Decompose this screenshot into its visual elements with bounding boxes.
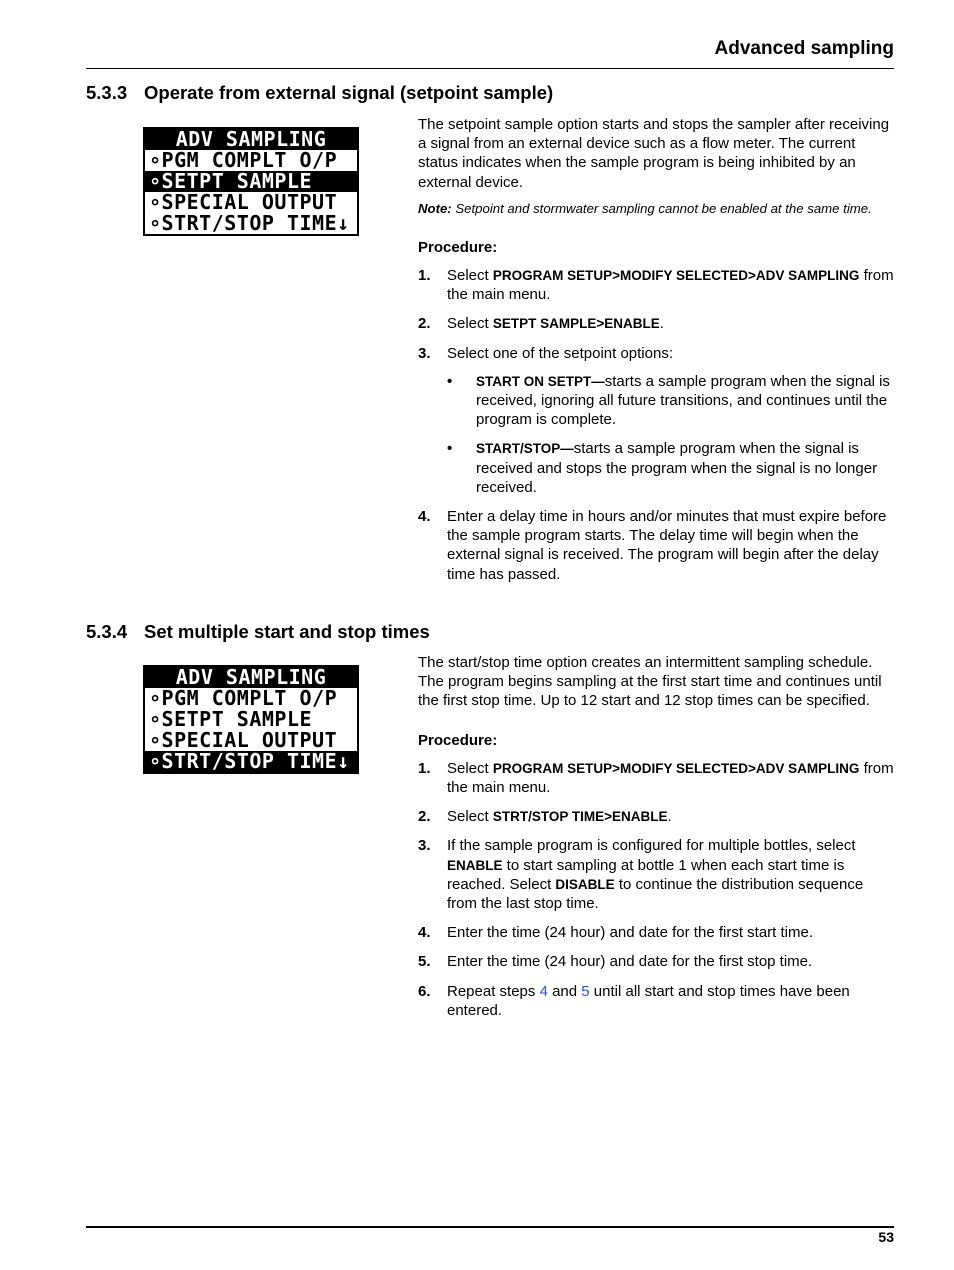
step-text: Enter a delay time in hours and/or minutes that must expire before the sample program starts. The delay time will begin when the external signal is received. The program will begin after the delay time has passed. <box>447 508 887 583</box>
step-number: 2. <box>418 315 431 333</box>
menu-command: PROGRAM SETUP <box>492 760 613 776</box>
step-text: Select <box>447 267 493 285</box>
option-text: starts a sample program when the signal is received and stops the program when the signal is no longer received. <box>476 440 878 496</box>
step-text: Enter the time (24 hour) and date for the first stop time. <box>447 953 813 971</box>
setpoint-body <box>418 115 894 594</box>
step-text: Select <box>447 808 493 826</box>
setpoint-intro: The setpoint sample option starts and stops the sampler after receiving a signal from an external device such as a flow meter. The current status indicates when the sample program is being inhibited by an external device. <box>418 116 890 191</box>
option-term: START/STOP— <box>476 441 574 457</box>
step-text: Select <box>447 315 493 333</box>
procedure-label: Procedure: <box>418 731 498 749</box>
lcd-title: ADV SAMPLING <box>145 129 357 150</box>
section-heading-setpoint <box>86 82 553 104</box>
menu-command: DISABLE <box>555 876 615 892</box>
note-label: Note: <box>418 200 452 216</box>
step-text: If the sample program is configured for multiple bottles, select <box>447 837 856 855</box>
step-number: 3. <box>418 344 431 362</box>
bullet-icon: • <box>447 372 453 390</box>
menu-separator: > <box>748 760 756 776</box>
lcd-item-special-output: ∘SPECIAL OUTPUT <box>145 730 357 751</box>
step-number: 1. <box>418 267 431 285</box>
footer-rule <box>86 1226 894 1228</box>
section-number: 5.3.3 <box>86 82 128 103</box>
step-text: Enter the time (24 hour) and date for the first start time. <box>447 924 813 942</box>
option-term: START ON SETPT— <box>476 373 605 389</box>
step-text: Select one of the setpoint options: <box>447 344 673 362</box>
lcd-item-strt-stop-time: ∘STRT/STOP TIME↓ <box>145 213 357 234</box>
menu-separator: > <box>748 268 756 284</box>
section-number: 5.3.4 <box>86 621 128 642</box>
start-stop-body <box>418 653 894 1030</box>
menu-separator: > <box>612 760 621 776</box>
menu-command: ENABLE <box>604 316 660 332</box>
step-item <box>418 923 894 942</box>
setpoint-options-list <box>447 372 894 497</box>
procedure-label: Procedure: <box>418 238 498 256</box>
menu-command: ADV SAMPLING <box>755 760 860 776</box>
step-5-link[interactable]: 5 <box>581 982 590 1000</box>
section-title: Set multiple start and stop times <box>144 621 430 642</box>
step-number: 4. <box>418 508 431 526</box>
step-item <box>418 507 894 584</box>
step-item <box>418 759 894 797</box>
menu-separator: > <box>612 268 621 284</box>
step-text: from the main menu. <box>447 759 894 797</box>
menu-separator: > <box>604 809 613 825</box>
start-stop-steps <box>418 759 894 1020</box>
menu-command: ADV SAMPLING <box>755 268 860 284</box>
step-item <box>418 807 894 826</box>
setpoint-note <box>418 200 894 218</box>
step-number: 1. <box>418 759 431 777</box>
menu-command: STRT/STOP TIME <box>492 809 605 825</box>
menu-separator: > <box>596 316 605 332</box>
lcd-item-setpt-sample-selected: ∘SETPT SAMPLE <box>145 171 357 192</box>
lcd-item-strt-stop-time-selected: ∘STRT/STOP TIME↓ <box>145 751 357 772</box>
step-item <box>418 266 894 304</box>
lcd-title: ADV SAMPLING <box>145 667 357 688</box>
step-text: to continue the distribution sequence from the last stop time. <box>447 875 864 913</box>
step-item <box>418 982 894 1020</box>
step-text: from the main menu. <box>447 267 894 304</box>
lcd-item-pgm-complt: ∘PGM COMPLT O/P <box>145 688 357 709</box>
lcd-item-setpt-sample: ∘SETPT SAMPLE <box>145 709 357 730</box>
step-text: . <box>667 808 672 826</box>
step-text: Repeat steps <box>447 982 540 1000</box>
bullet-icon: • <box>447 440 453 458</box>
step-text: to start sampling at bottle 1 when each start time is reached. Select <box>447 856 845 893</box>
step-number: 4. <box>418 924 431 942</box>
header-title: Advanced sampling <box>714 38 894 59</box>
step-item <box>418 952 894 971</box>
option-text: starts a sample program when the signal is received, ignoring all future transitions, and continues until the program is complete. <box>476 372 890 429</box>
page-number: 53 <box>878 1229 894 1245</box>
menu-command: SETPT SAMPLE <box>492 316 597 332</box>
setpoint-steps <box>418 266 894 584</box>
option-item <box>447 439 894 497</box>
start-stop-intro: The start/stop time option creates an intermittent sampling schedule. The program begins sampling at the first start time and continues until the first stop time. Up to 12 start and 12 stop times can be specified. <box>418 654 882 710</box>
step-4-link[interactable]: 4 <box>539 982 548 1000</box>
step-number: 5. <box>418 953 431 971</box>
lcd-screen-start-stop <box>143 665 359 774</box>
lcd-screen-setpoint <box>143 127 359 236</box>
step-item <box>418 314 894 333</box>
step-number: 6. <box>418 982 431 1000</box>
lcd-item-pgm-complt: ∘PGM COMPLT O/P <box>145 150 357 171</box>
step-item <box>418 836 894 913</box>
step-text: . <box>659 315 664 333</box>
section-heading-start-stop <box>86 621 430 643</box>
menu-command: ENABLE <box>447 857 503 873</box>
step-number: 3. <box>418 837 431 855</box>
header-rule <box>86 68 894 69</box>
step-text: and <box>547 982 582 1000</box>
step-number: 2. <box>418 808 431 826</box>
step-text: Select <box>447 759 493 777</box>
option-item <box>447 372 894 430</box>
section-title: Operate from external signal (setpoint sample) <box>144 82 554 103</box>
menu-command: MODIFY SELECTED <box>620 268 749 284</box>
step-text: until all start and stop times have been entered. <box>447 982 850 1019</box>
lcd-item-special-output: ∘SPECIAL OUTPUT <box>145 192 357 213</box>
menu-command: ENABLE <box>612 809 668 825</box>
step-item <box>418 344 894 497</box>
menu-command: MODIFY SELECTED <box>620 760 749 776</box>
menu-command: PROGRAM SETUP <box>492 268 613 284</box>
note-text: Setpoint and stormwater sampling cannot be enabled at the same time. <box>451 200 872 216</box>
